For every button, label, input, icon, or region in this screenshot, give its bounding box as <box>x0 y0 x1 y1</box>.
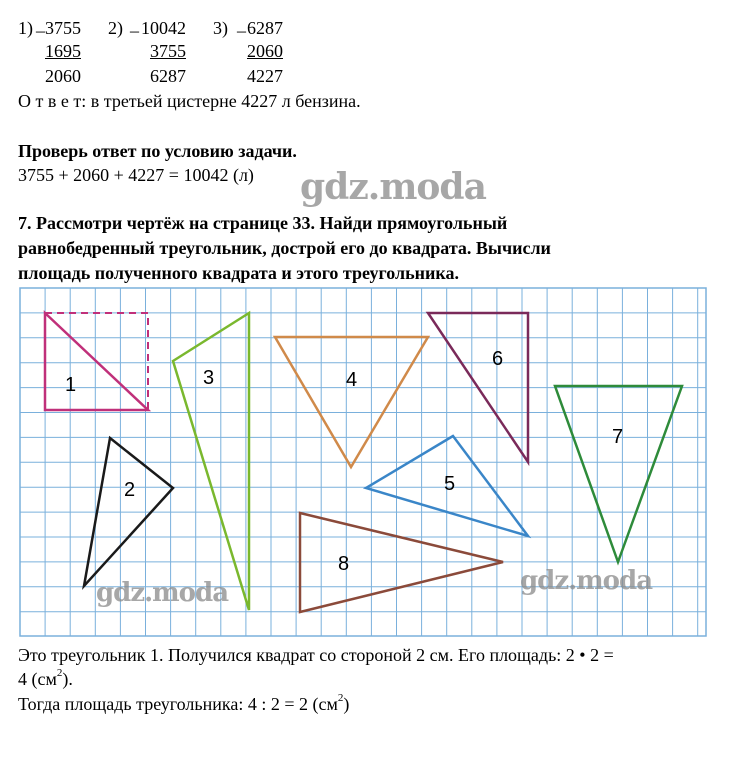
superscript: 2 <box>56 667 63 679</box>
label-6: 6 <box>492 348 504 370</box>
triangle-area-close: ) <box>343 694 350 714</box>
watermark: gdz.moda <box>300 166 486 208</box>
sum-1-top: 3755 <box>45 18 81 38</box>
superscript: 2 <box>337 692 344 704</box>
triangle-4 <box>275 337 428 467</box>
check-equation: 3755 + 2060 + 4227 = 10042 (л) <box>18 165 254 185</box>
solution-area-close: ). <box>62 669 73 689</box>
sum-2-middle: 3755 <box>150 41 186 61</box>
label-8: 8 <box>338 553 350 575</box>
solution-line-1: Это треугольник 1. Получился квадрат со стороной 2 см. Его площадь: 2 • 2 = <box>18 645 614 665</box>
sum-3-label: 3) <box>213 18 228 38</box>
sum-2-label: 2) <box>108 18 123 38</box>
label-7: 7 <box>612 426 624 448</box>
sum-3-middle: 2060 <box>247 41 283 61</box>
sum-2-top: 10042 <box>141 18 186 38</box>
watermark: gdz.moda <box>520 566 653 596</box>
sum-1-middle: 1695 <box>45 41 81 61</box>
minus-sign: _ <box>237 14 246 34</box>
label-4: 4 <box>346 369 358 391</box>
minus-sign: _ <box>130 14 139 34</box>
triangle-1 <box>45 313 148 410</box>
task-line-2: равнобедренный треугольник, дострой его до квадрата. Вычисли <box>18 238 551 258</box>
triangle-8 <box>300 513 503 612</box>
sum-3-result: 4227 <box>247 66 283 86</box>
sum-1-label: 1) <box>18 18 33 38</box>
label-1: 1 <box>65 374 77 396</box>
watermark: gdz.moda <box>96 578 229 608</box>
label-3: 3 <box>203 367 215 389</box>
check-heading: Проверь ответ по условию задачи. <box>18 141 297 161</box>
task-line-3: площадь полученного квадрата и этого треугольника. <box>18 263 459 283</box>
minus-sign: _ <box>36 14 45 34</box>
sum-3-top: 6287 <box>247 18 283 38</box>
answer-text: в третьей цистерне 4227 л бензина. <box>90 91 361 111</box>
triangle-3 <box>173 313 249 610</box>
answer-word: О т в е т: <box>18 91 87 111</box>
solution-line-2 <box>18 668 73 690</box>
task-line-1: 7. Рассмотри чертёж на странице 33. Найди прямоугольный <box>18 213 508 233</box>
solution-line-3 <box>18 693 349 715</box>
label-5: 5 <box>444 473 456 495</box>
triangle-area-text: Тогда площадь треугольника: 4 : 2 = 2 (см <box>18 694 338 714</box>
solution-area-value: 4 (см <box>18 669 57 689</box>
sum-2-result: 6287 <box>150 66 186 86</box>
sum-1-result: 2060 <box>45 66 81 86</box>
label-2: 2 <box>124 479 136 501</box>
